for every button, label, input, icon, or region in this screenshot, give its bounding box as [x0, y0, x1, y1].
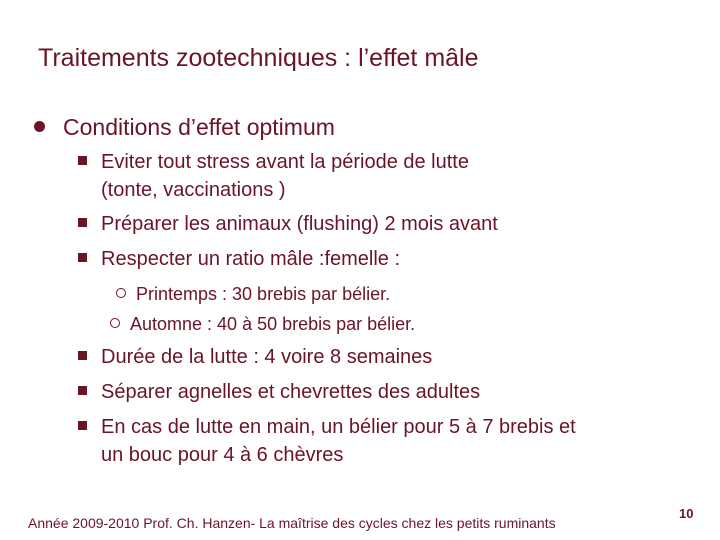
list-item: [78, 343, 432, 371]
list-item-text: Durée de la lutte : 4 voire 8 semaines: [101, 346, 433, 368]
list-item: [78, 413, 576, 469]
square-bullet-icon: [78, 253, 87, 262]
sub-list-item-text: Automne : 40 à 50 brebis par bélier.: [130, 314, 416, 334]
square-bullet-icon: [78, 351, 87, 360]
list-item-text: Préparer les animaux (flushing) 2 mois avant: [101, 213, 498, 235]
slide-footer: Année 2009-2010 Prof. Ch. Hanzen- La maîtrise des cycles chez les petits ruminants: [28, 515, 556, 531]
list-item: [78, 210, 498, 238]
sub-list-item: [110, 311, 415, 337]
list-item: [78, 245, 400, 273]
list-item-text: Eviter tout stress avant la période de lutte: [101, 151, 469, 173]
list-item-text: En cas de lutte en main, un bélier pour 5 à 7 brebis et: [101, 416, 576, 438]
square-bullet-icon: [78, 218, 87, 227]
main-bullet: [34, 114, 335, 141]
square-bullet-icon: [78, 421, 87, 430]
bullet-dot-icon: [34, 121, 45, 132]
circle-bullet-icon: [110, 318, 120, 328]
list-item-text: Séparer agnelles et chevrettes des adultes: [101, 381, 481, 403]
circle-bullet-icon: [116, 288, 126, 298]
sub-list-item-text: Printemps : 30 brebis par bélier.: [136, 284, 391, 304]
list-item-text-continued: un bouc pour 4 à 6 chèvres: [101, 444, 344, 466]
main-bullet-text: Conditions d’effet optimum: [63, 114, 335, 140]
sub-list-item: [116, 281, 390, 307]
square-bullet-icon: [78, 156, 87, 165]
list-item-text-continued: (tonte, vaccinations ): [101, 179, 286, 201]
square-bullet-icon: [78, 386, 87, 395]
slide-title: Traitements zootechniques : l’effet mâle: [38, 44, 479, 72]
list-item: [78, 378, 480, 406]
list-item: [78, 148, 469, 204]
page-number: 10: [679, 506, 694, 521]
list-item-text: Respecter un ratio mâle :femelle :: [101, 248, 401, 270]
